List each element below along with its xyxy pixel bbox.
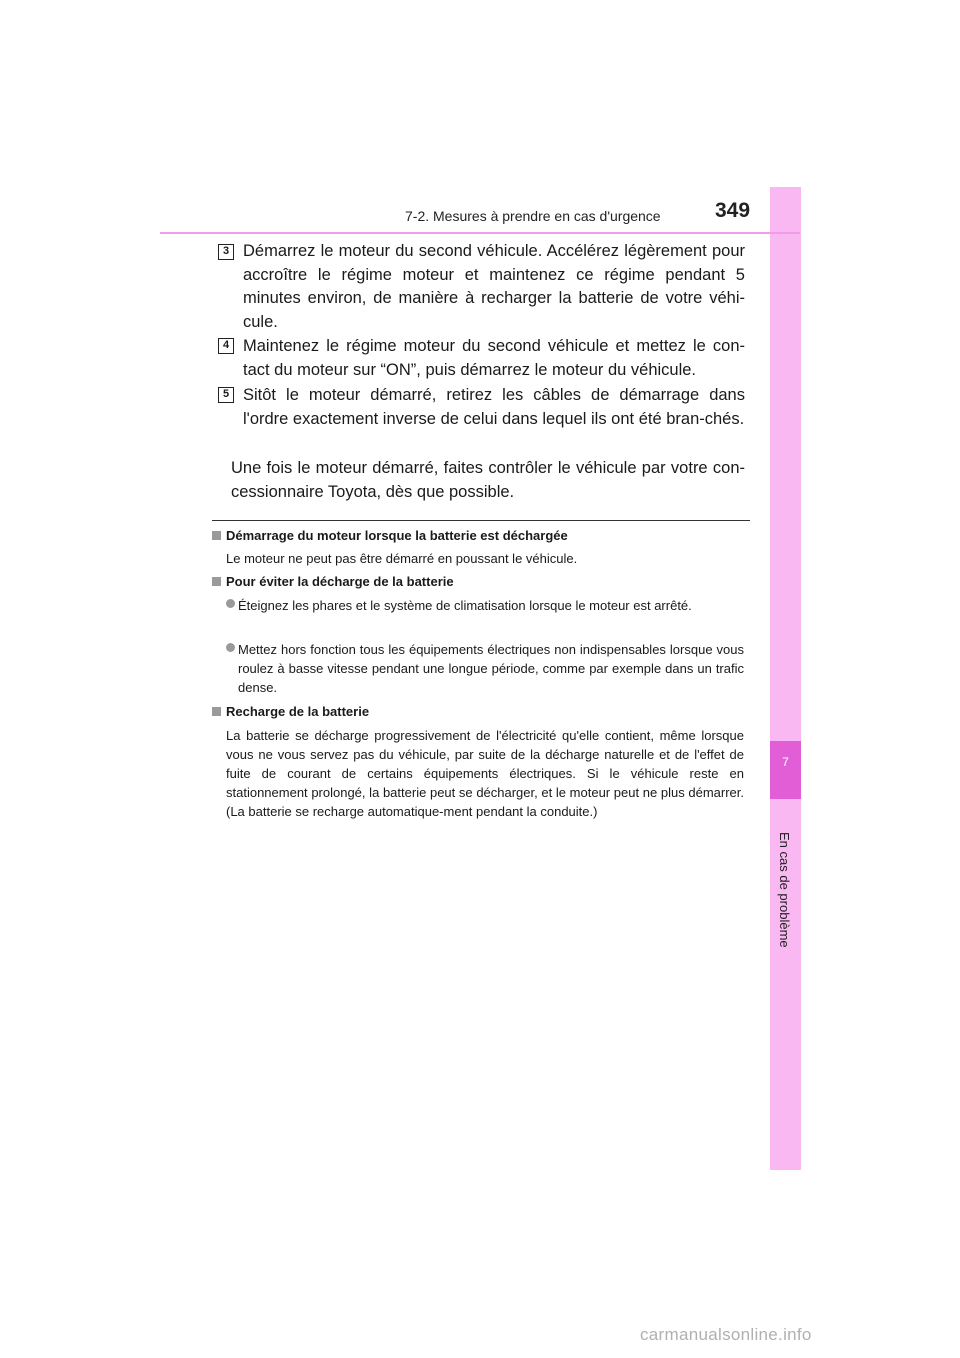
list-item — [226, 640, 744, 697]
chapter-number: 7 — [782, 755, 789, 769]
chapter-tab-highlight — [770, 741, 801, 799]
square-bullet-icon — [212, 577, 221, 586]
step-badge-5: 5 — [218, 387, 234, 403]
round-bullet-icon — [226, 599, 235, 608]
note-heading-text: Démarrage du moteur lorsque la batterie est déchargée — [226, 528, 568, 543]
chapter-side-tab — [770, 187, 801, 1170]
step-text-4: Maintenez le régime moteur du second véhicule et mettez le con-tact du moteur sur “ON”, puis démarrez le moteur du véhicule. — [243, 337, 745, 379]
section-title: 7-2. Mesures à prendre en cas d'urgence — [405, 208, 661, 224]
note-text: Le moteur ne peut pas être démarré en poussant le véhicule. — [226, 551, 578, 566]
note-text: La batterie se décharge progressivement de l'électricité qu'elle contient, même lorsque vous ne vous servez pas du véhicule, par suite de la décharge naturelle et de l'effet de fuite de courant de certains équipements électriques. Si le véhicule reste en stationnement prolongé, la batterie peut se décharger, et le moteur peut ne plus démarrer. (La batterie se recharge automatique-ment pendant la conduite.) — [226, 728, 744, 819]
note-heading — [212, 528, 568, 543]
bullet-text: Éteignez les phares et le système de climatisation lorsque le moteur est arrêté. — [238, 598, 692, 613]
note-heading-text: Pour éviter la décharge de la batterie — [226, 574, 454, 589]
note-heading-text: Recharge de la batterie — [226, 704, 370, 719]
page-number: 349 — [715, 199, 751, 222]
section-separator — [212, 520, 750, 521]
bullet-text: Mettez hors fonction tous les équipements électriques non indispensables lorsque vous roulez à basse vitesse pendant une longue période, comme par exemple dans un trafic dense. — [238, 642, 744, 695]
step-badge-3: 3 — [218, 244, 234, 260]
note-heading — [212, 574, 454, 589]
step-text-5: Sitôt le moteur démarré, retirez les câbles de démarrage dans l'ordre exactement inverse de celui dans lequel ils ont été bran-chés. — [243, 386, 745, 428]
round-bullet-icon — [226, 643, 235, 652]
header-rule — [160, 232, 800, 234]
square-bullet-icon — [212, 707, 221, 716]
square-bullet-icon — [212, 531, 221, 540]
watermark: carmanualsonline.info — [640, 1325, 812, 1344]
list-item — [226, 596, 744, 615]
step-badge-4: 4 — [218, 338, 234, 354]
chapter-label: En cas de problème — [777, 832, 792, 948]
step-text-3: Démarrez le moteur du second véhicule. Accélérez légèrement pour accroître le régime moteur et maintenez ce régime pendant 5 minutes environ, de manière à recharger la batterie de votre véhi-cule. — [243, 242, 745, 331]
closing-paragraph: Une fois le moteur démarré, faites contrôler le véhicule par votre con-cessionnaire Toyota, dès que possible. — [231, 459, 745, 501]
note-heading — [212, 704, 369, 719]
